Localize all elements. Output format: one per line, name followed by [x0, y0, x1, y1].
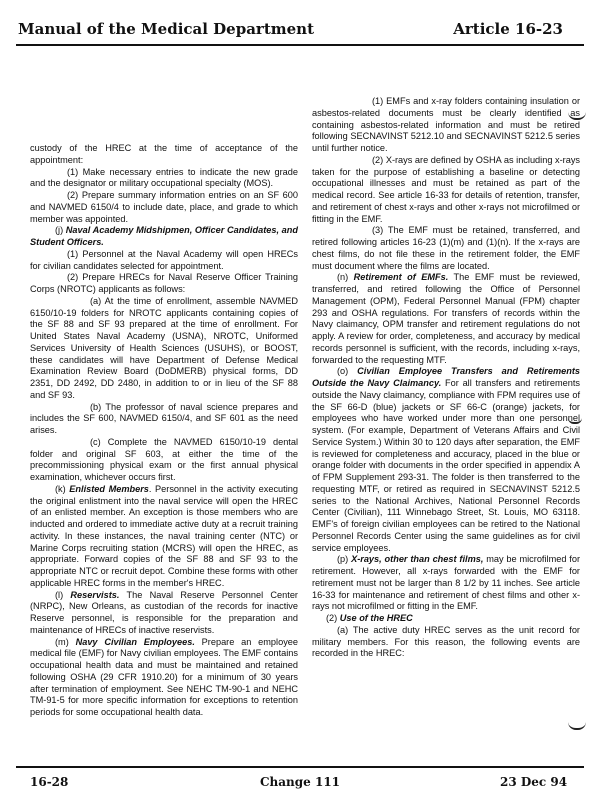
- paragraph-label: (l): [55, 589, 71, 600]
- paragraph-text: Prepare an employee medical file (EMF) for Navy civilian employees. The EMF contains occupational health data and must be maintained and retained following OSHA (29 CFR 1910.20) for a minimum of 30 years after termination of employment. See NEHC TM-90-1 and NEHC TM-91-5 for more specific information for exceptions to retention periods for some occupational health data.: [30, 636, 299, 717]
- paragraph-label: (2): [67, 190, 82, 200]
- header-rule: [16, 44, 584, 46]
- paragraph-label: (b): [90, 401, 106, 412]
- paragraph-text: The EMF must be reviewed, transferred, and retired following the Office of Personnel Management (OPM), Federal Personnel Manual (FPM) chapter 293 and OSHA regulations. For transfers of records within the Navy claimancy, OPM transfer and retirement regulations do not apply. A review for order, completeness, and accuracy by medical records personnel is sufficient, with the records, including x-rays, forwarded to the requesting MTF.: [312, 272, 580, 365]
- paragraph-text: Personnel at the Naval Academy will open HRECs for civilian candidates selected for appointment.: [30, 248, 299, 271]
- running-header-article: Article 16-23: [453, 20, 563, 38]
- paragraph-label: (1): [372, 96, 387, 106]
- paragraph-text: custody of the HREC at the time of acceptance of the appointment:: [30, 143, 298, 165]
- paragraph-label: (3): [372, 225, 388, 236]
- running-header-title: Manual of the Medical Department: [18, 20, 315, 38]
- paragraph: [30, 167, 298, 191]
- paragraph: [312, 554, 580, 613]
- paragraph: [30, 402, 298, 437]
- paragraph-heading: Reservists.: [70, 589, 120, 600]
- paragraph-text: For all transfers and retirements outside the Navy claimancy, compliance with FPM requires use of the SF 66-D (blue) jackets or SF 66-C (orange) jackets, for employees who have worked under more than one personnel system. (For example, Department of Veterans Affairs and Civil Service System.) Within 30 to 120 days after separation, the EMF is reviewed for completeness and accuracy, placed in the blue or orange folder with documents in the order specified in appendix A of FPM Supplement 293-31. The folder is then transferred to the requesting MTF, or retired as required in SECNAVINST 5212.5 series to the National Archives, National Personnel Records Center (Civilian), 111 Winnebago Street, St. Louis, MO 63118. EMF's of foreign civilian employees can be retired to the National Personnel Records Center using the same guidelines as for civil service employees.: [312, 378, 580, 553]
- paragraph-label: (o): [337, 366, 358, 377]
- paragraph-label: (n): [337, 272, 354, 283]
- paragraph-label: (1): [67, 248, 83, 259]
- paragraph-label: (j): [55, 225, 66, 236]
- paragraph-text: Prepare HRECs for Naval Reserve Officer Training Corps (NROTC) applicants as follows:: [30, 272, 299, 294]
- right-column: [312, 96, 580, 660]
- paragraph: [30, 272, 298, 296]
- paragraph: [312, 366, 580, 554]
- paragraph-label: (2): [67, 272, 83, 283]
- paragraph: [30, 296, 298, 402]
- paragraph-text: Complete the NAVMED 6150/10-19 dental folder and original SF 603, at either the time of the precommissioning physical exam or the first annual physical examination, whichever occurs first.: [30, 436, 299, 482]
- paragraph-text: X-rays are defined by OSHA as including x-rays taken for the purpose of establishing a baseline or detecting occupational illnesses and must be retained as part of the medical record. See article 16-33 for details of retention, transfer, and retirement of chest x-rays and other x-rays not microfilmed or fitting in the EMF.: [312, 154, 581, 224]
- paragraph: [312, 625, 580, 660]
- paragraph-heading: X-rays, other than chest films,: [351, 554, 484, 565]
- paragraph-heading: Use of the HREC: [339, 613, 413, 623]
- paragraph: [30, 225, 298, 249]
- change-number: Change 111: [260, 775, 341, 789]
- paragraph-label: (m): [55, 636, 76, 647]
- paragraph-heading: Navy Civilian Employees.: [75, 636, 195, 647]
- paragraph-label: (2): [326, 613, 340, 623]
- paragraph-label: (2): [372, 154, 386, 165]
- paragraph-text: At the time of enrollment, assemble NAVMED 6150/10-19 folders for NROTC applicants containing copies of the SF 88 and SF 93 prepared at the time of enrollment. For United States Naval Academy (USNA), NROTC, Uniformed Services University of Health Sciences (USUHS), or BOOST, these candidates will have Department of Defense Medical Examination Review Board (DoDMERB) physical forms, DD 2351, DD 2492, DD 2480, in addition to or in lieu of the SF 88 and SF 93.: [30, 295, 298, 400]
- paragraph: [312, 613, 580, 625]
- paragraph-text: The Naval Reserve Personnel Center (NRPC), New Orleans, as custodian of the records for inactive Reserve personnel, is responsible for the preparation and maintenance of HRECs of inactive reservists.: [30, 589, 298, 635]
- punch-hole-mark: [568, 722, 586, 730]
- paragraph: [312, 225, 580, 272]
- paragraph-label: (a): [90, 295, 105, 306]
- paragraph: [312, 155, 580, 226]
- paragraph-text: The active duty HREC serves as the unit record for military members. For this reason, the following events are recorded in the HREC:: [312, 624, 580, 659]
- paragraph-text: EMFs and x-ray folders containing insulation or asbestos-related documents must be clearly identified as containing asbestos-related information and must be retired following SECNAVINST 5212.10 and SECNAVINST 5212.5 series until further notice.: [312, 96, 580, 153]
- footer-rule: [16, 766, 584, 768]
- paragraph: [30, 249, 298, 273]
- paragraph: [30, 190, 298, 225]
- paragraph-text: The EMF must be retained, transferred, and retired following articles 16-23 (1)(m) and (1)(n). If the x-rays are chest films, do not file these in the retirement folder, the EMF must document where the films are located.: [312, 225, 580, 271]
- paragraph-text: may be microfilmed for retirement. However, all x-rays forwarded with the EMF for retirement must not be larger than 8 1/2 by 11 inches. See article 16-33 for maintenance and retirement of chest films and other x-rays not microfilmed or fitting in the EMF.: [312, 554, 580, 612]
- paragraph: [30, 637, 298, 719]
- revision-date: 23 Dec 94: [500, 775, 568, 789]
- paragraph-text: The professor of naval science prepares and includes the SF 600, NAVMED 6150/4, and SF 601 as the need arises.: [30, 401, 299, 435]
- paragraph: [30, 437, 298, 484]
- paragraph-label: (k): [55, 483, 70, 494]
- paragraph-heading: Retirement of EMFs.: [353, 272, 449, 283]
- paragraph: [312, 96, 580, 155]
- paragraph-label: (p): [337, 554, 352, 565]
- paragraph-text: . Personnel in the activity executing the original enlistment into the naval service will open the HREC of an enlisted member. An exception is those members who are inducted and ordered to immediate active duty at a recruit training activity. In these instances, the naval training center (NTC) or Marine Corps recruiting station (MCRS) will open the HREC, as appropriate. Forward copies of the SF 88 and SF 93 to the appropriate NTC or recruit depot. Combine these forms with other applicable HREC forms in the member's HREC.: [30, 483, 298, 588]
- paragraph-heading: Naval Academy Midshipmen, Officer Candidates, and Student Officers.: [30, 225, 298, 247]
- paragraph-heading: Enlisted Members: [69, 483, 149, 494]
- page-number: 16-28: [30, 775, 69, 789]
- paragraph: [30, 484, 298, 590]
- paragraph-label: (a): [337, 624, 353, 635]
- paragraph-text: Make necessary entries to indicate the new grade and the designator or military occupational specialty (MOS).: [30, 166, 298, 189]
- left-column: [30, 143, 298, 719]
- paragraph-text: Prepare summary information entries on an SF 600 and NAVMED 6150/4 to include date, place, and grade to which member was appointed.: [30, 190, 299, 224]
- paragraph-label: (c): [90, 436, 108, 447]
- paragraph-heading: Civilian Employee Transfers and Retirements Outside the Navy Claimancy.: [312, 366, 580, 388]
- paragraph-label: (1): [67, 166, 83, 177]
- paragraph: [30, 143, 298, 167]
- paragraph: [30, 590, 298, 637]
- paragraph: [312, 272, 580, 366]
